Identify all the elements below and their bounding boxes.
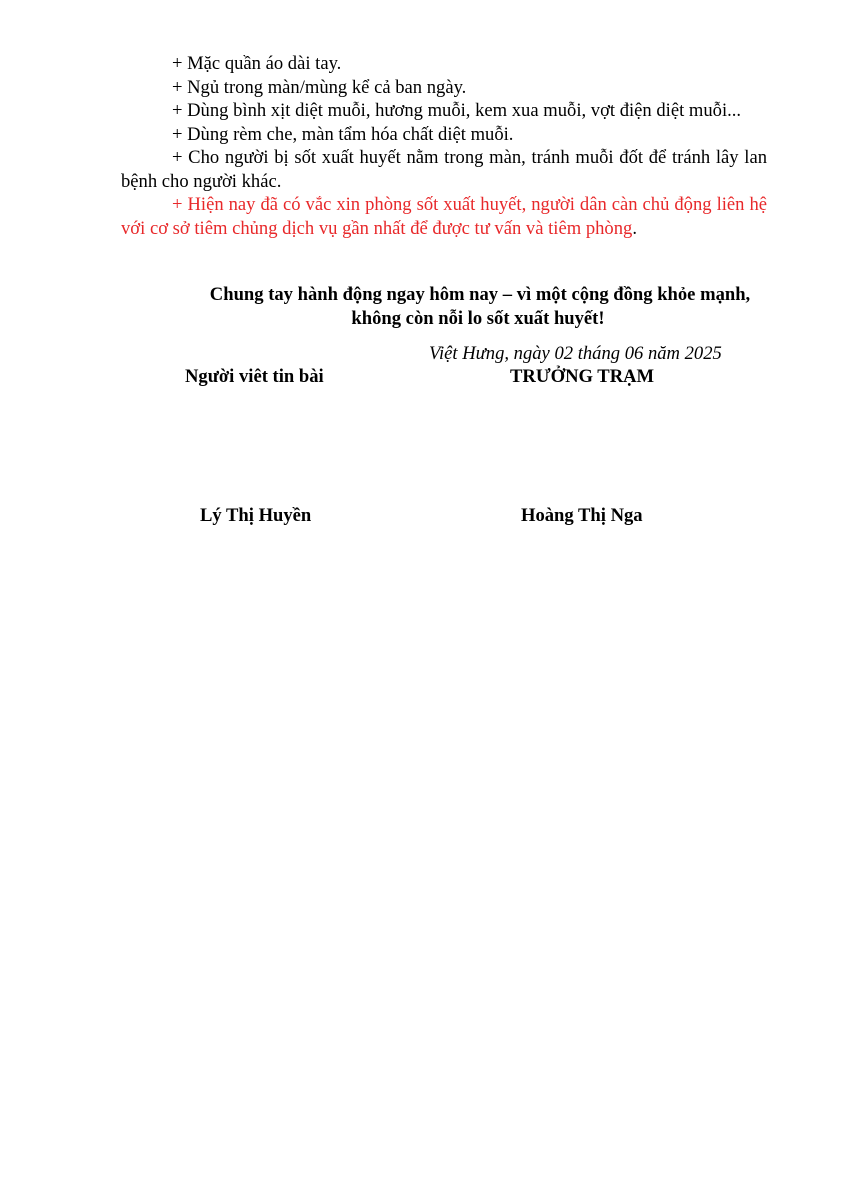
slogan [121,283,767,331]
station-chief-name: Hoàng Thị Nga [521,505,643,526]
list-item: + Dùng rèm che, màn tẩm hóa chất diệt muỗi. [172,123,514,145]
slogan-line-1: Chung tay hành động ngay hôm nay – vì một cộng đồng khỏe mạnh, [209,284,751,305]
writer-title: Người viêt tin bài [185,366,324,387]
vaccine-notice-text: + Hiện nay đã có vắc xin phòng sốt xuất huyết, người dân càn chủ động liên hệ với cơ sở tiêm chủng dịch vụ gần nhất để được tư vấn và tiêm phòng [121,194,767,239]
station-chief-title: TRƯỞNG TRẠM [510,366,655,387]
vaccine-notice-period: . [632,217,637,239]
list-item: + Dùng bình xịt diệt muỗi, hương muỗi, kem xua muỗi, vợt điện diệt muỗi... [172,100,742,121]
list-item: + Mặc quần áo dài tay. [172,53,342,74]
list-item: + Cho người bị sốt xuất huyết nằm trong màn, tránh muỗi đốt để tránh lây lan bệnh cho người khác. [121,147,767,192]
writer-name: Lý Thị Huyền [200,505,312,526]
prevention-list [121,52,767,240]
place-date: Việt Hưng, ngày 02 tháng 06 năm 2025 [429,343,722,364]
list-item: + Ngủ trong màn/mùng kể cả ban ngày. [172,76,467,98]
vaccine-notice [121,193,767,240]
slogan-line-2: không còn nỗi lo sốt xuất huyết! [351,308,605,329]
